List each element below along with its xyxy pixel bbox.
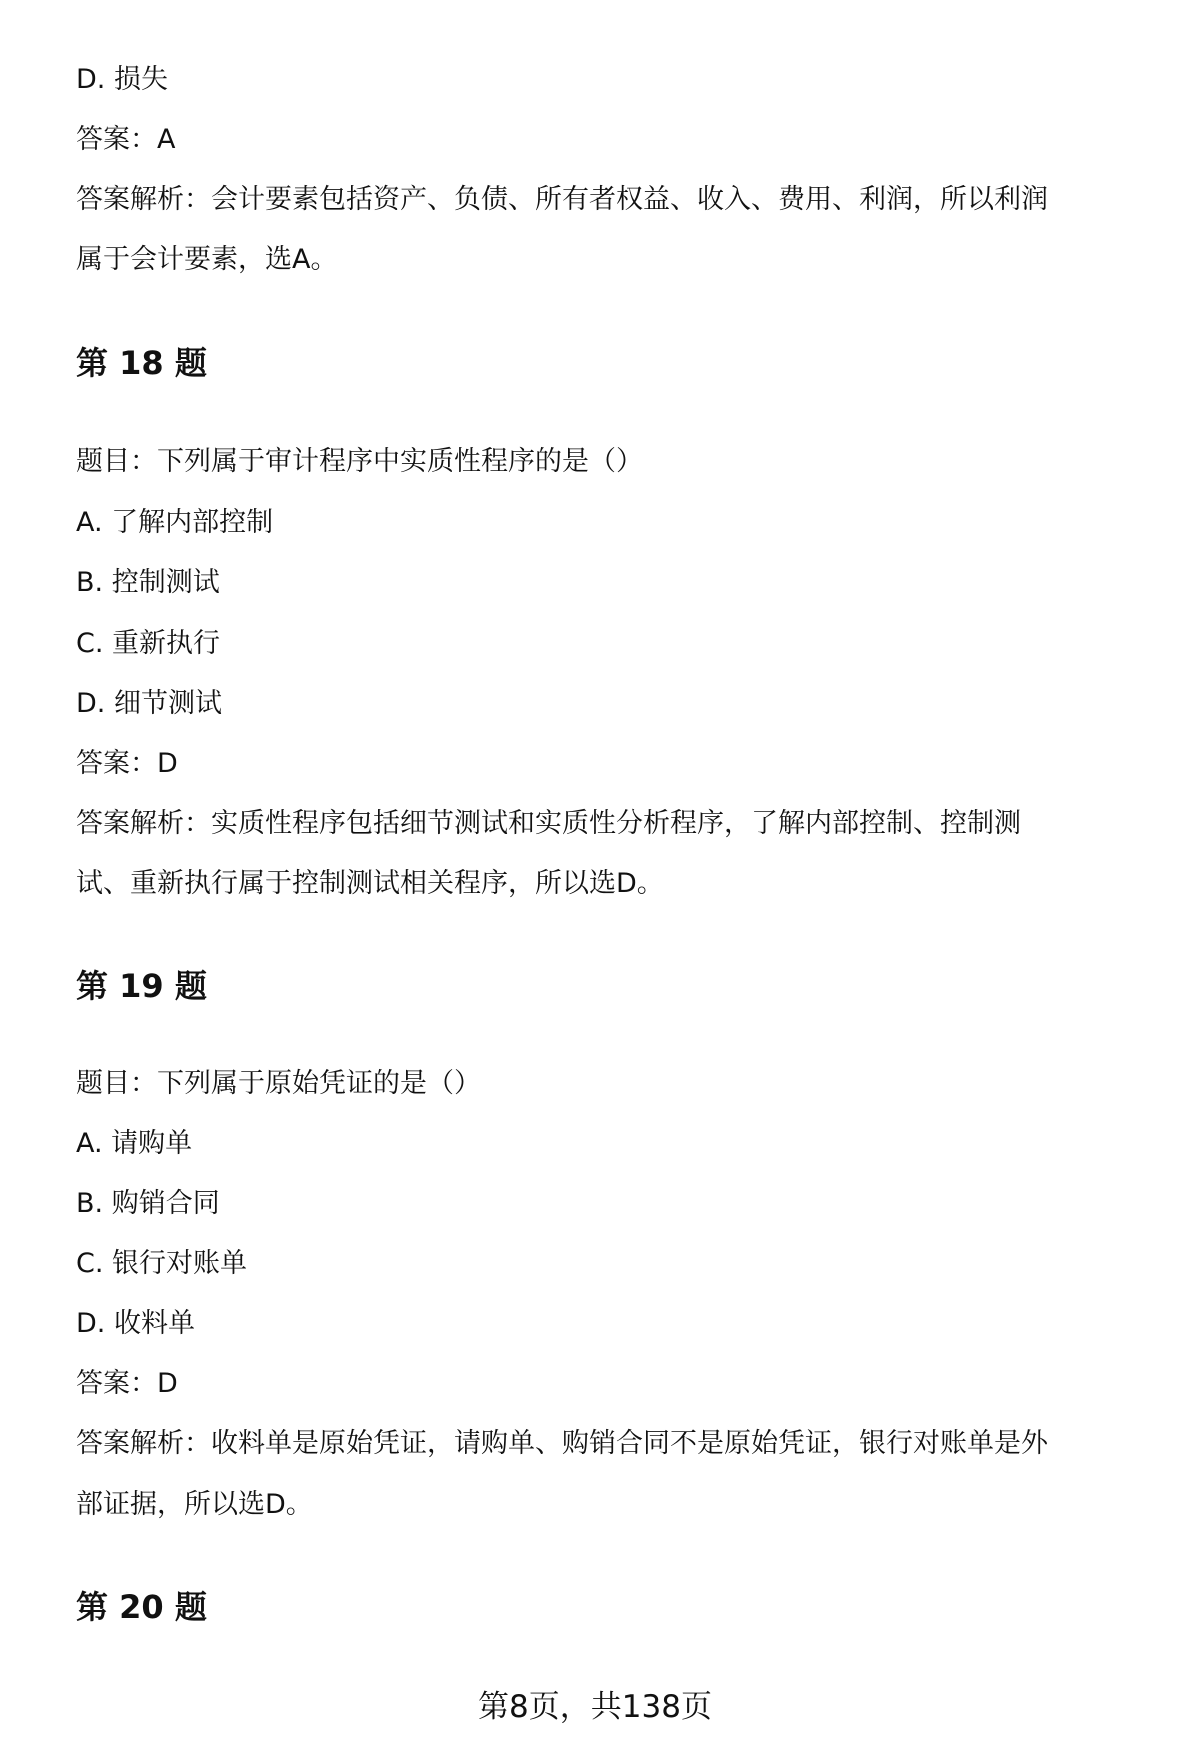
prev-option-d: D. 损失 [76, 64, 168, 95]
question-19-option-d: D. 收料单 [76, 1308, 195, 1339]
question-19-analysis-line2: 部证据，所以选D。 [76, 1489, 313, 1520]
question-18-analysis-line2: 试、重新执行属于控制测试相关程序，所以选D。 [76, 868, 664, 899]
prev-analysis-line1: 答案解析：会计要素包括资产、负债、所有者权益、收入、费用、利润，所以利润 [76, 184, 1048, 215]
question-18-option-b: B. 控制测试 [76, 567, 220, 598]
page-number-footer: 第8页，共138页 [478, 1689, 712, 1725]
question-19-answer: 答案：D [76, 1368, 178, 1399]
question-18-answer: 答案：D [76, 748, 178, 779]
question-18-heading: 第 18 题 [76, 344, 207, 382]
question-19-text: 题目：下列属于原始凭证的是（） [76, 1068, 481, 1099]
question-18-option-a: A. 了解内部控制 [76, 507, 274, 538]
prev-analysis-line2: 属于会计要素，选A。 [76, 244, 338, 275]
prev-answer: 答案：A [76, 124, 176, 155]
question-19-option-a: A. 请购单 [76, 1128, 193, 1159]
question-19-heading: 第 19 题 [76, 967, 207, 1005]
question-18-option-c: C. 重新执行 [76, 628, 221, 659]
question-18-option-d: D. 细节测试 [76, 688, 222, 719]
question-19-analysis-line1: 答案解析：收料单是原始凭证，请购单、购销合同不是原始凭证，银行对账单是外 [76, 1428, 1048, 1459]
question-20-heading: 第 20 题 [76, 1588, 207, 1626]
question-18-text: 题目：下列属于审计程序中实质性程序的是（） [76, 446, 643, 477]
question-19-option-b: B. 购销合同 [76, 1188, 220, 1219]
question-19-option-c: C. 银行对账单 [76, 1248, 248, 1279]
question-18-analysis-line1: 答案解析：实质性程序包括细节测试和实质性分析程序，了解内部控制、控制测 [76, 808, 1021, 839]
